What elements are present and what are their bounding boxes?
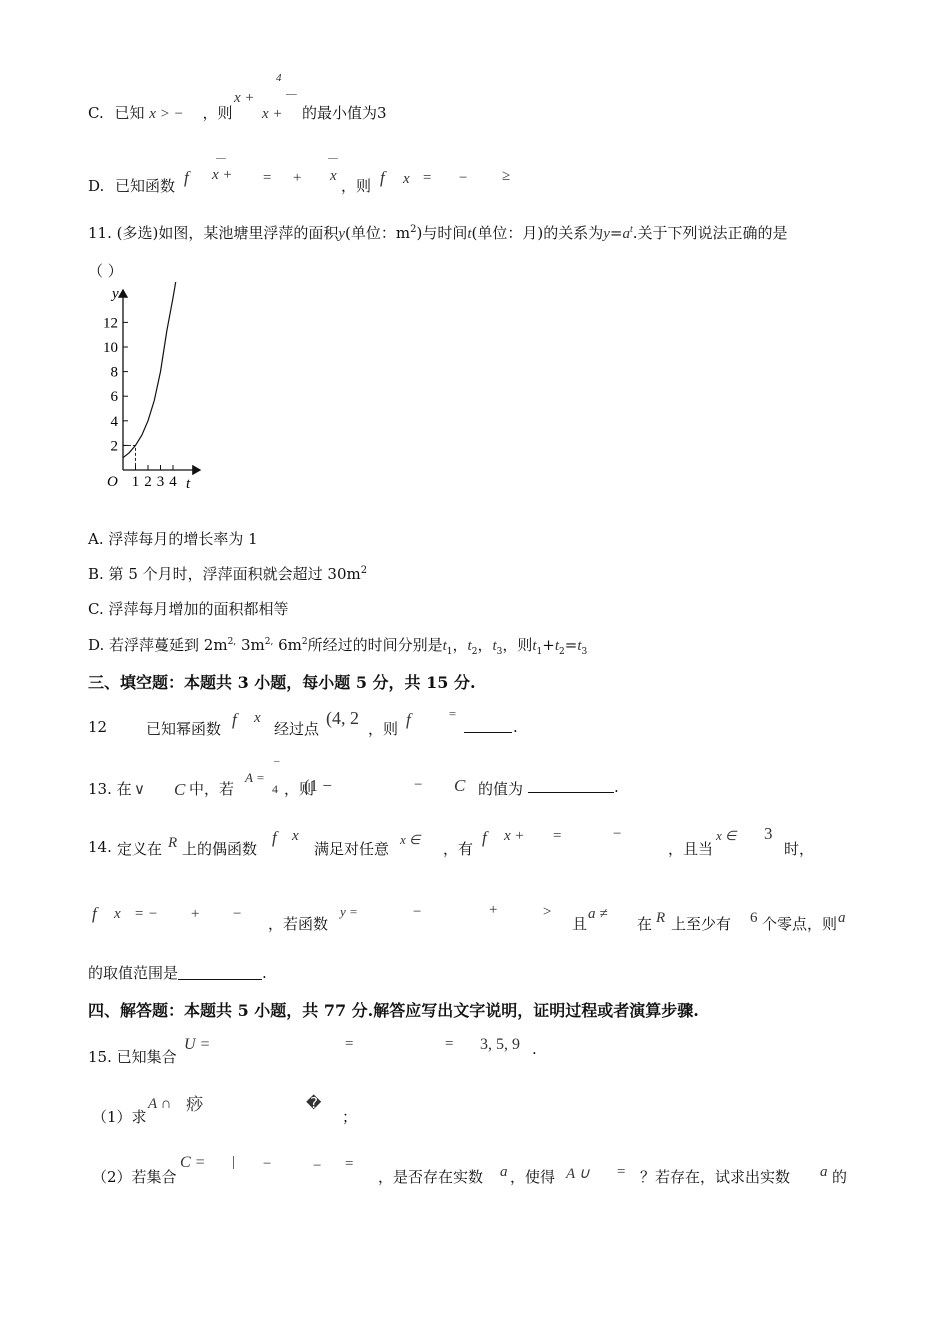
q11-paren: （ ） [88,262,123,280]
q10-d-frag5: x [330,168,337,184]
q10-d-frag6: f [380,168,385,187]
q12-x: x [254,710,261,726]
q14-f: f [272,828,277,847]
q14-R: R [168,835,178,851]
q15-set: 3, 5, 9 [480,1036,520,1053]
q15-p2-mid2: ，使得 [510,1168,556,1186]
chart-origin: O [107,474,118,490]
q14-three: 3 [764,824,773,843]
q15-num: 15. 已知集合 [88,1048,177,1066]
q10-d-frag9: − [458,170,469,186]
q14-x: x [292,828,299,844]
q10-d-mid: ，则 [341,177,372,195]
q14-l2-and: 且 [572,915,588,933]
q13-post: 的值为 [478,780,524,798]
q14-l2-minus: − [232,906,243,922]
q10-d-bar1: — [216,152,226,164]
q13-end: . [614,778,619,796]
chart-ylabel: y [112,286,119,302]
q15-p2-minus2: − [312,1158,323,1174]
q14-l2-y: y = [340,904,358,919]
q12-f: f [232,710,237,729]
q10-d-frag2: x + [212,167,233,183]
q14-l2-mid: ，若函数 [268,915,329,933]
chart-xlabel: t [186,476,191,492]
q15-p2-minus: − [262,1156,273,1172]
section3-heading: 三、填空题：本题共 3 小题，每小题 5 分，共 15 分. [88,673,476,692]
q10-option-d: D. 已知函数 [88,177,176,195]
q13-answer-blank[interactable] [528,778,614,793]
q12-end: . [513,718,518,736]
q14-line3: 的取值范围是 . [88,964,267,982]
q13-then: ，则 [284,780,315,798]
q14-minus: − [612,826,623,842]
chart-ytick-label: 8 [110,364,118,381]
q14-pre: 定义在 [117,840,163,858]
q14-l2-plus: + [190,906,201,922]
chart-curve-series [123,282,186,458]
q13-c: C [174,780,186,799]
q14-l2-R: R [656,910,666,926]
q12-num: 12 [88,718,108,736]
q13-expr: (1 − [304,776,332,795]
q14-mid1: 上的偶函数 [182,840,258,858]
q11-option-b: B. 第 5 个月时，浮萍面积就会超过 $30m^2$ [88,565,368,583]
q15-p2-mid: ，是否存在实数 [378,1168,484,1186]
q10-c-post: 的最小值为3 [302,104,387,122]
q15-eq1: = [344,1036,355,1052]
chart-ytick-label: 10 [103,340,118,356]
q15-p2-bar: | [232,1154,236,1170]
q14-l2-rest: 上至少有 [671,915,732,933]
q14-l2-eq: = − [134,906,158,922]
chart-ytick-label: 12 [103,315,118,332]
q14-f2: f [482,828,487,847]
chart-xtick-label: 2 [144,474,152,490]
q14-l2-f: f [92,904,97,923]
q15-U: U = [184,1036,211,1053]
q13-c2: C [454,776,466,795]
chart-ytick-label: 2 [110,438,118,455]
q15-p2-rest2: 的 [832,1168,848,1186]
q13-minus: − [414,777,423,793]
q14-mid2: 满足对任意 [314,840,390,858]
q14-l2-p2: + [488,902,499,918]
q14-l2-rest2: 个零点，则 [762,915,838,933]
q10-d-bar2: — [328,152,338,164]
q10-c-expr-num: 4 [276,72,282,84]
q10-option-c: C. 已知 x > − ，则 [88,104,233,122]
q14-xin: x ∈ [400,832,421,847]
q12-eq: = [448,706,457,721]
q12-point: (4, 2 [326,708,359,728]
q10-d-frag10: ≥ [502,168,511,184]
chart-xtick-label: 4 [169,474,177,490]
q12-pre: 已知幂函数 [146,720,222,738]
q15-p1-label: （1）求 [92,1108,147,1126]
q14-l2-m2: − [412,904,423,920]
q11-chart [100,282,220,492]
q10-d-frag8: = [422,170,433,186]
q14-mid5: 时， [784,840,815,858]
q13-tri: ∨ [134,782,145,798]
q14-eq: = [552,828,563,844]
chart-dashed-guide [123,445,136,470]
q15-p2-rest: ？若存在，试求出实数 [640,1168,791,1186]
q15-end: . [532,1040,537,1058]
q15-p1-garble: 痧 [186,1095,203,1114]
q14-l2-ane: a ≠ [588,906,608,922]
q15-p2-label: （2）若集合 [92,1168,177,1186]
q13-frac-top: – [274,755,280,767]
section4-heading: 四、解答题：本题共 5 小题，共 77 分.解答应写出文字说明，证明过程或者演算步骤. [88,1001,699,1020]
q14-x2: x + [504,828,525,844]
chart-ytick-label: 4 [110,413,118,430]
q13-mid: 中，若 [189,780,235,798]
q15-p2-eq: = [344,1156,355,1172]
q15-p1-q: � [306,1096,322,1112]
q14-l2-a: a [838,910,846,926]
q10-d-frag3: = [262,170,273,186]
q11-option-d: D. 若浮萍蔓延到 $2m^{2,}$ $3m^{2,}$ $6m^2$所经过的时间分别是$t_1$，$t_2$，$t_3$，则$t_1+t_2=t_3$ [88,636,588,657]
q12-f2: f [406,710,411,729]
q15-p1-A: A ∩ [148,1096,172,1112]
q14-xin2: x ∈ [716,828,737,843]
q15-p2-C: C = [180,1154,206,1171]
q15-p2-eq2: = [616,1164,627,1180]
q15-p2-a: a [500,1164,508,1180]
q14-l2-in: 在 [637,915,653,933]
q15-p2-A: A ∪ [566,1166,590,1182]
q14-l2-six: 6 [750,910,758,926]
q15-p2-a2: a [820,1164,828,1180]
q13-frac-bot: 4 [272,782,278,796]
q14-mid4: ，且当 [668,840,714,858]
q14-l2-gt: > [542,904,553,920]
q14-answer-blank[interactable] [178,965,262,980]
chart-xtick-label: 1 [131,474,140,490]
q14-num: 14. [88,838,112,856]
q11-option-c: C. 浮萍每月增加的面积都相等 [88,600,289,618]
q11-option-a: A. 浮萍每月的增长率为 1 [88,530,258,548]
q15-eq2: = [444,1036,455,1052]
q10-c-expr-bot: x + [262,106,283,122]
chart-ytick-label: 6 [110,389,118,406]
q11-stem: 11. (多选)如图，某池塘里浮萍的面积y(单位：$m^2$)与时间t(单位：月)的关系为$y=a^t$.关于下列说法正确的是 [88,224,788,242]
q14-l2-x: x [114,906,121,922]
q12-answer-blank[interactable] [464,718,512,733]
q14-mid3: ，有 [443,840,474,858]
q13-num: 13. 在 [88,780,132,798]
q10-c-expr-top: x + [234,90,255,106]
q12-mid: 经过点 [274,720,320,738]
q15-p1-end: ； [342,1108,358,1126]
q10-c-expr-bar: — [286,86,297,100]
chart-xtick-label: 3 [156,474,165,490]
q12-then: ，则 [368,720,399,738]
q10-d-frag7: x [403,171,410,187]
q13-a: A = [245,770,265,785]
q10-d-frag1: f [184,168,189,187]
q10-d-frag4: + [292,170,303,186]
